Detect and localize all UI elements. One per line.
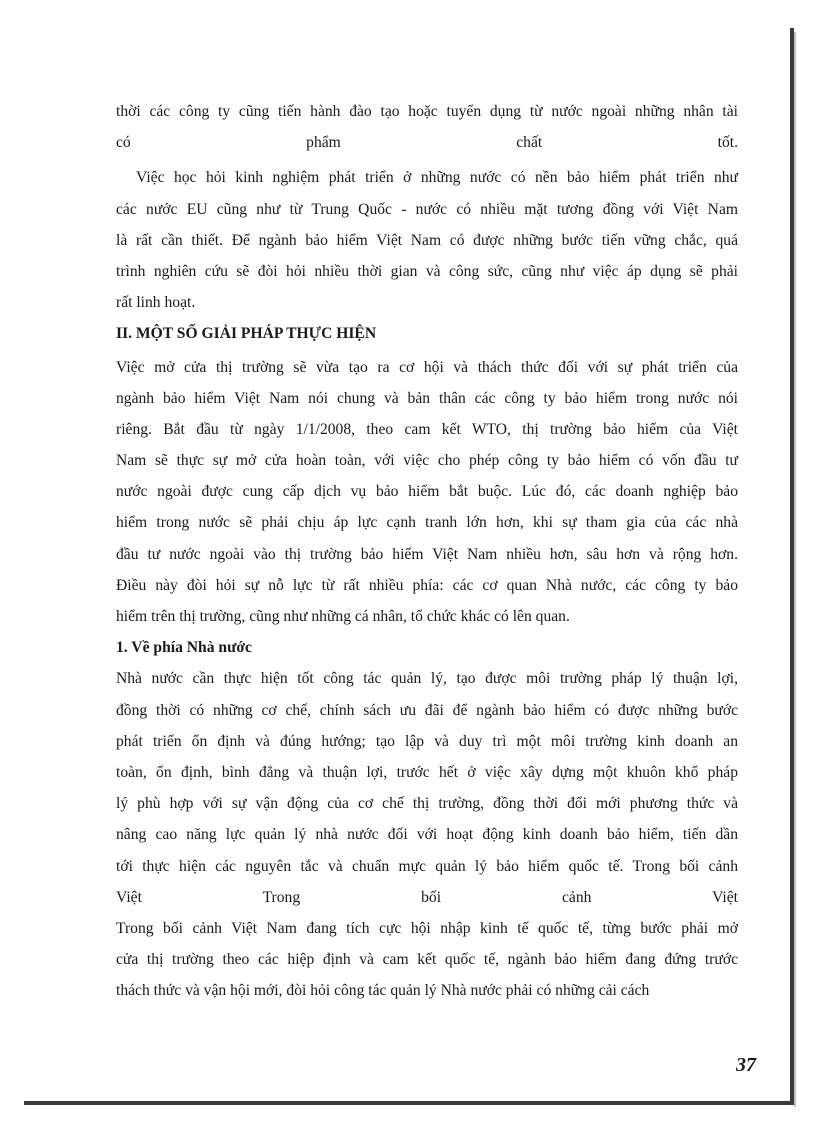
text-line: hiểm trên thị trường, cũng như những cá nhân, tổ chức khác có lên quan. — [116, 608, 570, 625]
page-border-shadow — [794, 32, 796, 1107]
text-line: Nam sẽ thực sự mở cửa hoàn toàn, với việc cho phép công ty bảo hiểm có vốn đầu tư — [116, 452, 738, 470]
text-line: Việc mở cửa thị trường sẽ vừa tạo ra cơ hội và thách thức đối với sự phát triển của — [116, 358, 738, 376]
subsection-heading: 1. Về phía Nhà nước — [116, 639, 252, 657]
text-line: Điều này đòi hỏi sự nỗ lực từ rất nhiều phía: các cơ quan Nhà nước, các công ty bảo — [116, 576, 738, 594]
text-line: thời các công ty cũng tiến hành đào tạo hoặc tuyển dụng từ nước ngoài những nhân tài — [116, 103, 738, 120]
paragraph-3 — [116, 352, 738, 633]
paragraph-1 — [116, 96, 738, 158]
paragraph-2 — [116, 162, 738, 318]
text-line: đồng thời có những cơ chế, chính sách ưu đãi để ngành bảo hiểm có được những bước — [116, 701, 738, 719]
page-number: 37 — [736, 1054, 756, 1076]
text-line: đầu tư nước ngoài vào thị trường bảo hiểm Việt Nam nhiều hơn, sâu hơn và rộng hơn. — [116, 545, 738, 563]
document-body — [116, 96, 738, 1006]
text-line: lý phù hợp với sự vận động của cơ chế thị trường, đồng thời đổi mới phương thức và — [116, 795, 738, 813]
text-line: Việt Trong bối cảnh Việt — [116, 888, 738, 906]
page-border-right — [790, 28, 794, 1101]
text-line: tới thực hiện các nguyên tắc và chuẩn mực quản lý bảo hiểm quốc tế. Trong bối cảnh — [116, 857, 738, 875]
text-line: nâng cao năng lực quản lý nhà nước đối với hoạt động kinh doanh bảo hiểm, tiến dần — [116, 826, 738, 844]
text-line: phát triển ổn định và đúng hướng; tạo lập và duy trì một môi trường kinh doanh an — [116, 732, 738, 750]
text-line: ngành bảo hiểm Việt Nam nói chung và bản thân các công ty bảo hiểm trong nước nói — [116, 389, 738, 407]
text-line: hiểm trong nước sẽ phải chịu áp lực cạnh tranh lớn hơn, khi sự tham gia của các nhà — [116, 514, 738, 532]
section-heading: II. MỘT SỐ GIẢI PHÁP THỰC HIỆN — [116, 325, 377, 343]
text-line: là rất cần thiết. Để ngành bảo hiểm Việt Nam có được những bước tiến vững chắc, quá — [116, 231, 738, 249]
text-line: cửa thị trường theo các hiệp định và cam kết quốc tế, ngành bảo hiểm đang đứng trước — [116, 951, 738, 969]
text-line: thách thức và vận hội mới, đòi hỏi công tác quản lý Nhà nước phải có những cải cách — [116, 982, 650, 1000]
text-line: có phẩm chất tốt. — [116, 134, 738, 152]
text-line: Việc học hỏi kinh nghiệm phát triển ở những nước có nền bảo hiểm phát triển như — [136, 169, 738, 187]
paragraph-4 — [116, 663, 738, 1006]
text-line: trình nghiên cứu sẽ đòi hỏi nhiều thời gian và công sức, cũng như việc áp dụng sẽ phải — [116, 262, 738, 280]
text-line: toàn, ổn định, bình đẳng và thuận lợi, trước hết ở việc xây dựng một khuôn khổ pháp — [116, 763, 738, 781]
text-line: riêng. Bắt đầu từ ngày 1/1/2008, theo cam kết WTO, thị trường bảo hiểm của Việt — [116, 420, 738, 438]
text-line: nước ngoài được cung cấp dịch vụ bảo hiểm bắt buộc. Lúc đó, các doanh nghiệp bảo — [116, 483, 738, 501]
text-line: các nước EU cũng như từ Trung Quốc - nước có nhiều mặt tương đồng với Việt Nam — [116, 200, 738, 218]
text-line: Trong bối cảnh Việt Nam đang tích cực hội nhập kinh tế quốc tế, từng bước phải mở — [116, 919, 738, 937]
page-border-bottom — [24, 1101, 794, 1105]
text-line: Nhà nước cần thực hiện tốt công tác quản lý, tạo được môi trường pháp lý thuận lợi, — [116, 670, 738, 688]
text-line: rất linh hoạt. — [116, 294, 196, 312]
